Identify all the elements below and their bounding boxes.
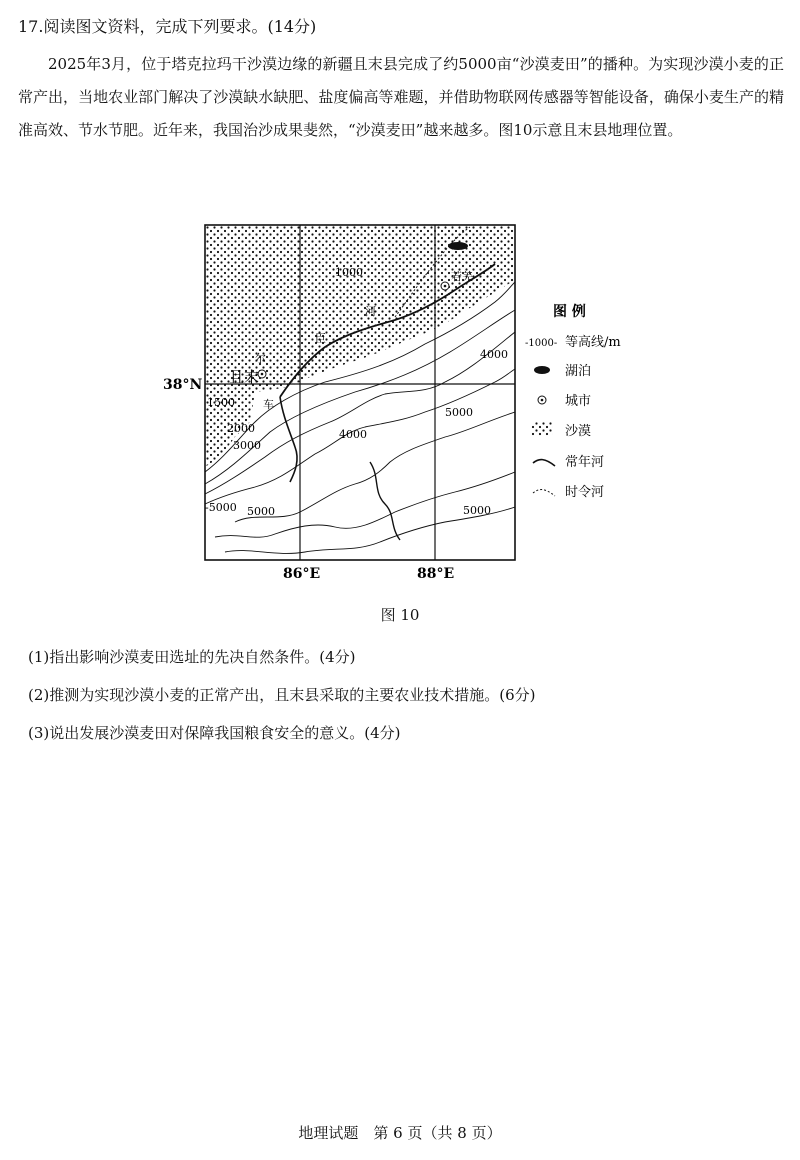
legend-desert-icon [531,422,553,436]
legend-contour-sample: -1000- [525,338,558,349]
legend-title: 图 例 [553,304,586,320]
sub-question-2: (2)推测为实现沙漠小麦的正常产出，且末县采取的主要农业技术措施。(6分) [28,686,536,704]
sub-question-3: (3)说出发展沙漠麦田对保障我国粮食安全的意义。(4分) [28,724,401,742]
contour-label: 5000 [463,504,491,517]
contour-label: 4000 [339,428,367,441]
figure-10-map [163,222,650,582]
sub-question-1: (1)指出影响沙漠麦田选址的先决自然条件。(4分) [28,648,356,666]
lake-symbol [448,242,468,250]
city-label-ruoqiang: 若羌 [451,270,473,283]
legend-seasonal-river-icon [533,490,555,496]
legend-item-perennial-river: 常年河 [565,455,605,470]
legend-item-lake: 湖泊 [565,364,592,379]
map-legend [525,303,621,500]
city-label-qiemo: 且末 [229,368,260,386]
contour-label: -5000 [205,501,237,514]
river-char-2: 车 [263,398,274,411]
contour-label: 2000 [227,422,255,435]
lon-label-88: 88°E [417,566,455,582]
lon-label-86: 86°E [283,566,321,582]
figure-caption: 图 10 [380,606,420,624]
question-title: 17.阅读图文资料，完成下列要求。(14分) [18,17,317,36]
legend-item-seasonal-river: 时令河 [565,485,605,500]
contour-label: 4000 [480,348,508,361]
contour-label: 5000 [247,505,275,518]
contour-label: 5000 [445,406,473,419]
legend-perennial-river-icon [533,460,555,466]
river-char-1: 尔 [255,352,266,365]
contour-label: 1500 [207,396,235,409]
river-char-3: 河 [365,305,376,318]
river-char-4: 臣 [315,332,326,345]
page-footer: 地理试题 第 6 页（共 8 页） [298,1124,502,1142]
contour-label: 3000 [233,439,261,452]
legend-item-desert: 沙漠 [565,424,592,439]
legend-lake-icon [534,366,550,374]
question-paragraph: 2025年3月，位于塔克拉玛干沙漠边缘的新疆且末县完成了约5000亩“沙漠麦田”的播种。为实现沙漠小麦的正常产出，当地农业部门解决了沙漠缺水缺肥、盐度偏高等难题，并借助物联网传感器等智能设备，确保小麦生产的精准高效、节水节肥。近年来，我国治沙成果斐然，“沙漠麦田”越来越多。图10示意且末县地理位置。 [18,55,784,139]
legend-item-city: 城市 [565,394,592,409]
lat-label: 38°N [163,377,203,393]
contour-label: 1000 [335,266,363,279]
legend-item-contour: 等高线/m [565,335,621,350]
